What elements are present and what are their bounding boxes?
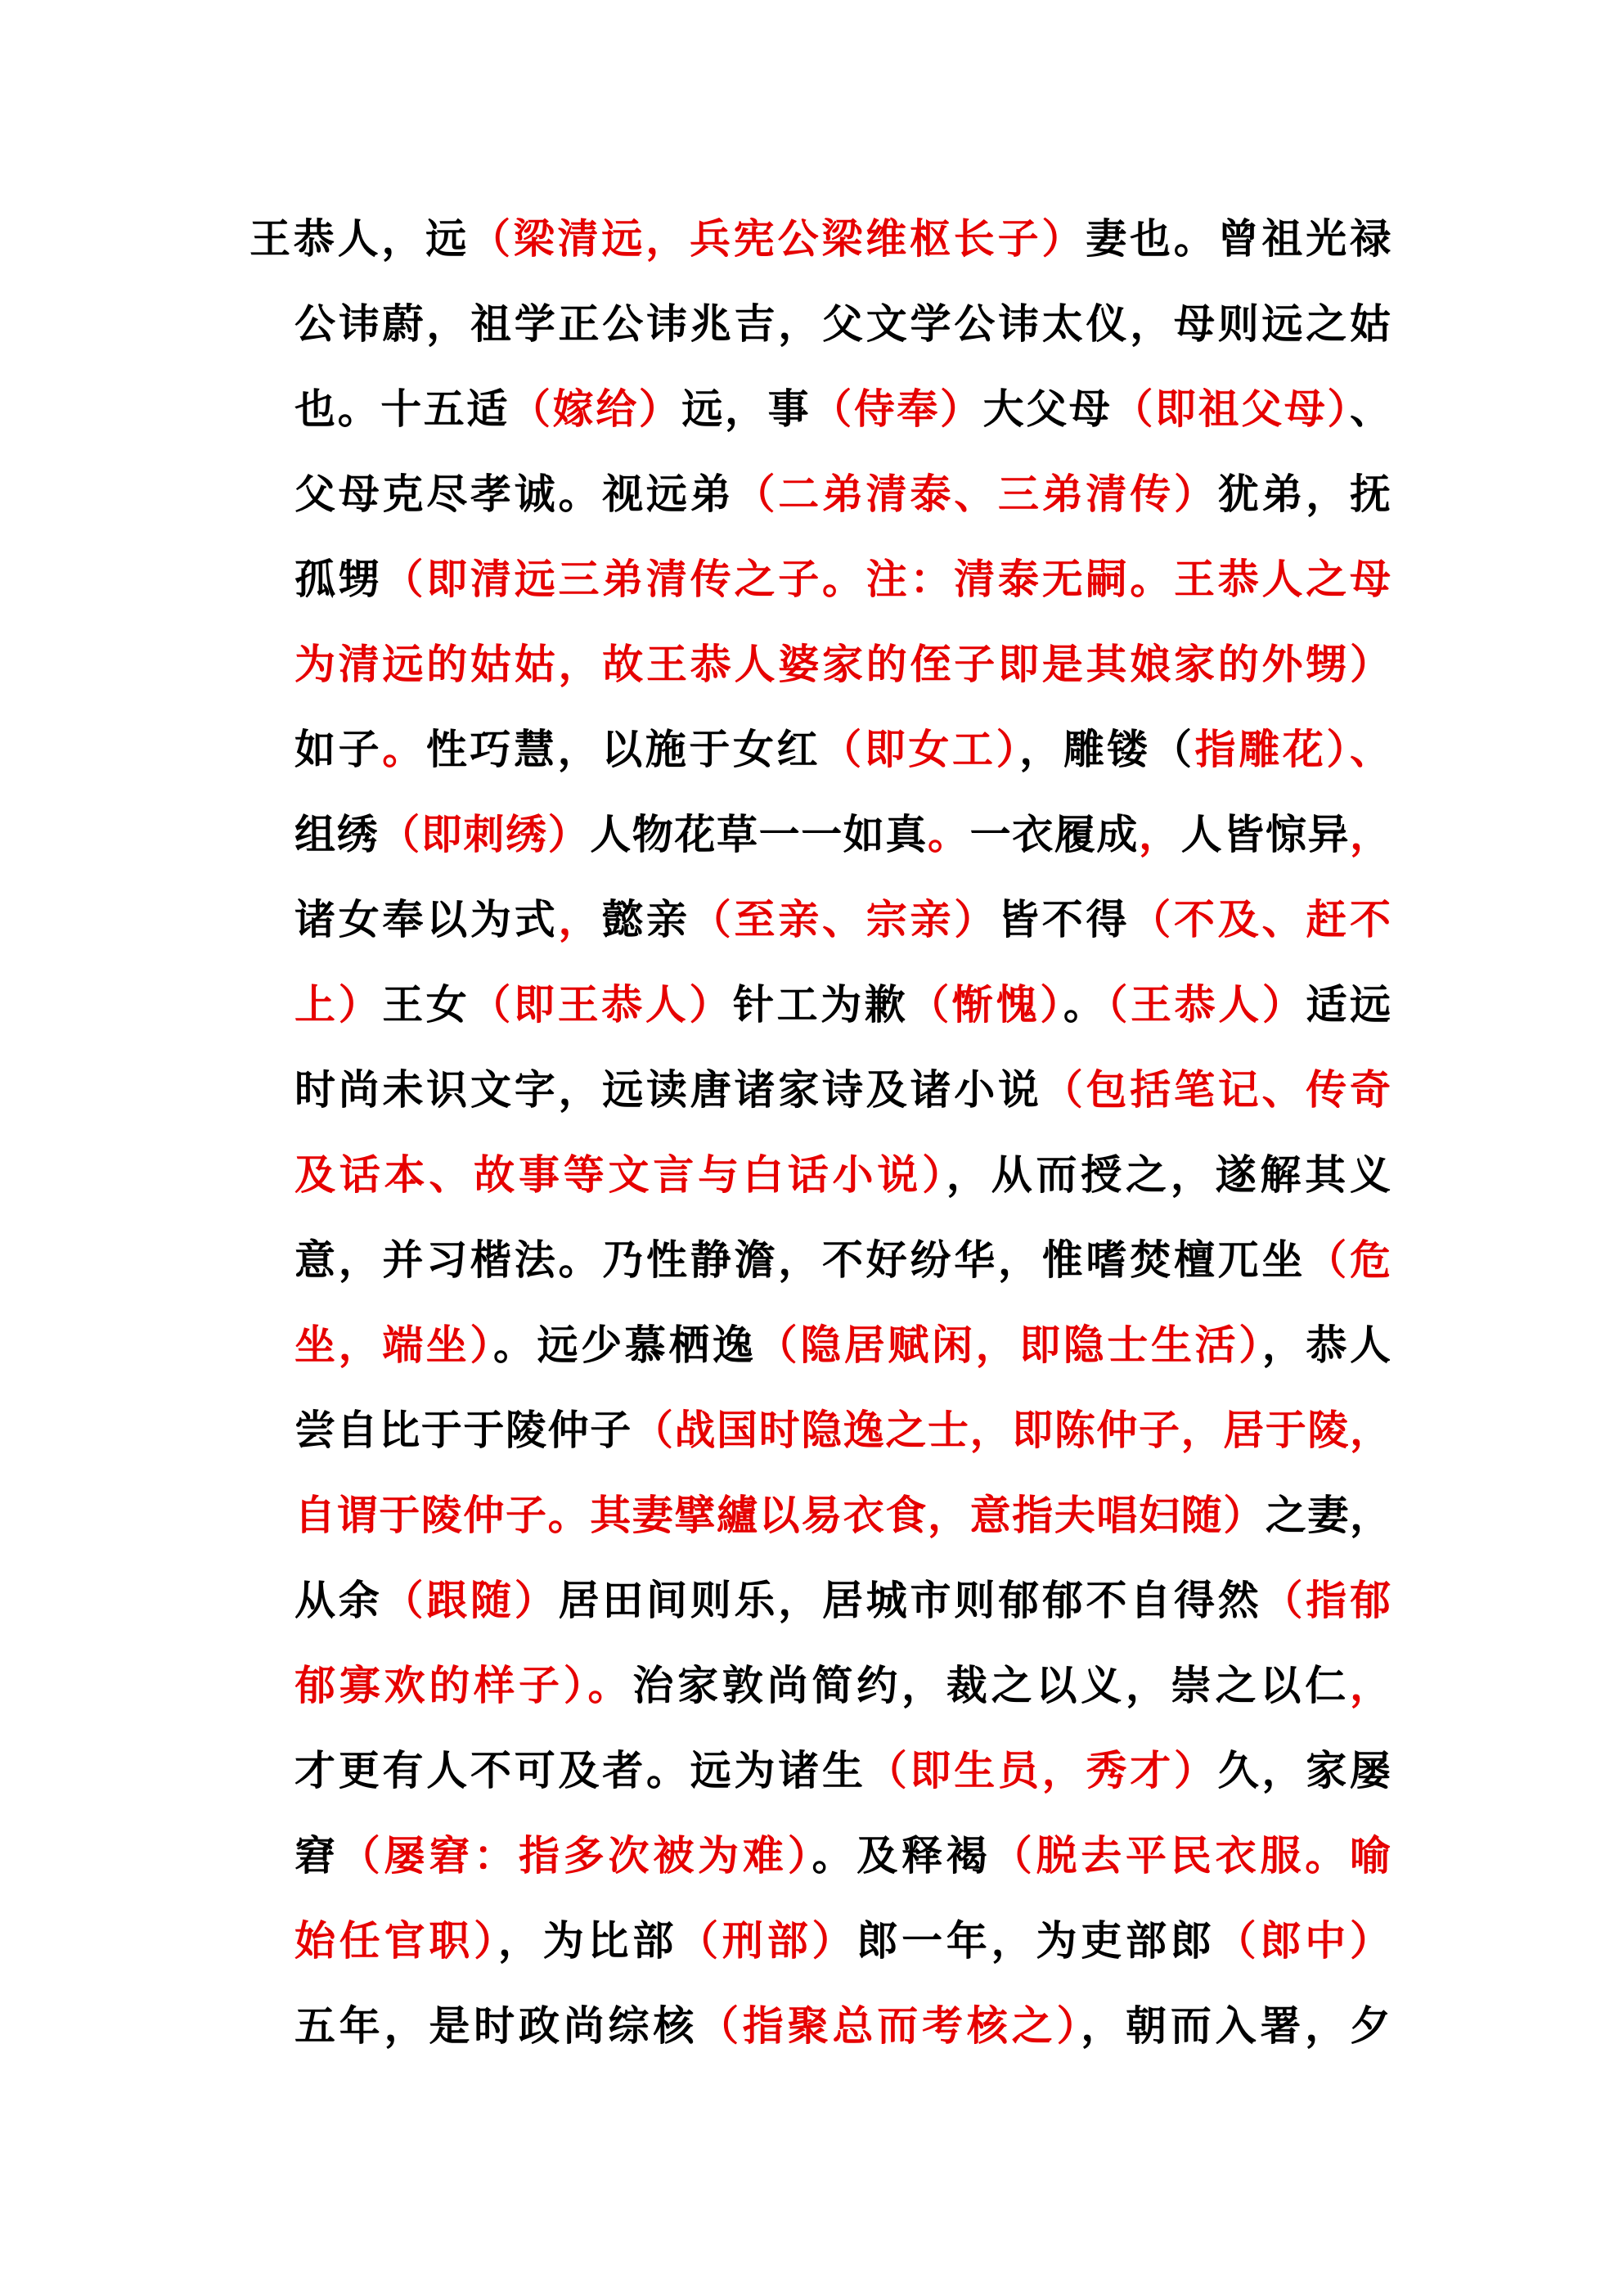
body-text: 窘 xyxy=(294,1831,339,1880)
annotation-text: （危 xyxy=(1306,1236,1391,1284)
annotation-text: 坐，端坐） xyxy=(294,1321,493,1369)
text-line xyxy=(294,707,1391,792)
body-text: ，恭人 xyxy=(1261,1321,1391,1369)
body-text: 尝自比于于陵仲子 xyxy=(294,1406,632,1454)
annotation-text: （即祖父母） xyxy=(1112,385,1351,433)
annotation-text: （嫁给） xyxy=(510,385,682,433)
annotation-text: （脱去平民衣服。喻 xyxy=(991,1831,1391,1880)
body-text: ，为比部 xyxy=(497,1916,678,1965)
text-line xyxy=(294,1218,1391,1303)
body-text: ，雕镂（ xyxy=(1019,725,1195,773)
body-text: 郎一年，为吏部郎 xyxy=(856,1916,1216,1965)
annotation-text: ， xyxy=(1350,810,1391,858)
body-text: 人物花草一一如真 xyxy=(590,810,928,858)
annotation-text: （包括笔记、传奇 xyxy=(1041,1065,1391,1114)
annotation-text: （即王恭人） xyxy=(470,980,734,1029)
body-text: 治家敦尚简约，裁之以义，崇之以仁 xyxy=(632,1661,1351,1709)
annotation-text: 自谓于陵仲子。其妻擘纑以易衣食，意指夫唱妇随） xyxy=(294,1491,1266,1539)
text-line xyxy=(294,537,1391,622)
body-text: 犹弟，抚 xyxy=(1217,470,1391,518)
body-text: 人皆惊异 xyxy=(1180,810,1351,858)
annotation-text: 。 xyxy=(382,725,426,773)
text-line xyxy=(294,452,1391,537)
annotation-text: 。 xyxy=(928,810,970,858)
text-line xyxy=(294,877,1391,962)
body-text: 也。十五适 xyxy=(294,385,510,433)
body-text: 才更有人不可及者。远为诸生 xyxy=(294,1746,866,1794)
annotation-text: ， xyxy=(558,895,603,943)
body-text: 组绣 xyxy=(294,810,380,858)
body-text: 五年，是时政尚综核 xyxy=(294,2001,699,2050)
text-line xyxy=(294,281,1391,367)
annotation-text: （郎中） xyxy=(1215,1916,1391,1965)
annotation-text: （隐居赋闲，即隐士生活） xyxy=(756,1321,1262,1369)
annotation-text: ， xyxy=(1350,1661,1391,1709)
body-text: ，朝而入署，夕 xyxy=(1081,2001,1391,2050)
annotation-text: （即清远三弟清传之子。注：清泰无嗣。王恭人之母 xyxy=(382,555,1391,603)
body-text: 懿亲 xyxy=(602,895,690,943)
annotation-text: 始任官职） xyxy=(294,1916,498,1965)
body-text: 。 xyxy=(1063,980,1108,1029)
annotation-text: （指聚总而考核之） xyxy=(698,2001,1081,2050)
body-text: 针工为歉 xyxy=(733,980,909,1029)
text-line xyxy=(294,792,1391,877)
text-line xyxy=(294,1728,1391,1813)
annotation-text: （屡窘：指多次被为难） xyxy=(339,1831,812,1880)
text-line xyxy=(294,1473,1391,1558)
body-text: 适远 xyxy=(1306,980,1391,1029)
annotation-text: （王恭人） xyxy=(1107,980,1306,1029)
body-text: 父母克尽孝诚。视远弟 xyxy=(294,470,735,518)
body-text: 皆不得 xyxy=(998,895,1131,943)
text-line xyxy=(294,962,1391,1047)
text-line xyxy=(294,1388,1391,1473)
body-text: 一衣履成 xyxy=(969,810,1140,858)
annotation-text: 及话本、故事等文言与白话小说） xyxy=(294,1150,946,1199)
text-line xyxy=(294,1132,1391,1218)
annotation-text: （指郁 xyxy=(1261,1576,1391,1624)
annotation-text: （即女工） xyxy=(820,725,1020,773)
annotation-text: （即生员，秀才） xyxy=(865,1746,1218,1794)
body-text: 妻也。曾祖光禄 xyxy=(1086,214,1391,263)
text-line xyxy=(250,196,1391,281)
body-text: 、 xyxy=(1350,385,1391,433)
annotation-text: ， xyxy=(1139,810,1181,858)
body-text: 时尚未识文字，远读唐诸家诗及诸小说 xyxy=(294,1065,1042,1114)
body-text: 远，事 xyxy=(681,385,812,433)
text-line xyxy=(294,1983,1391,2069)
body-text: 。远少慕栖逸 xyxy=(493,1321,757,1369)
text-line xyxy=(294,1047,1391,1132)
annotation-text: （刑部） xyxy=(677,1916,857,1965)
body-text: 王恭人，远 xyxy=(250,214,470,263)
body-text: 之妻， xyxy=(1265,1491,1391,1539)
body-text: 诸女奉以为式 xyxy=(294,895,559,943)
text-line xyxy=(294,1898,1391,1983)
annotation-text: （不及、赶不 xyxy=(1130,895,1391,943)
body-text: 性巧慧，以施于女红 xyxy=(425,725,821,773)
body-text: 公讳蔚，祖学正公讳兆吉，父文学公讳太仪，母则远之姑 xyxy=(294,299,1391,348)
body-text: 如子 xyxy=(294,725,383,773)
body-text: 从余 xyxy=(294,1576,383,1624)
annotation-text: 指雕花）、 xyxy=(1194,725,1391,773)
text-line xyxy=(294,1813,1391,1898)
body-text: 久，家屡 xyxy=(1217,1746,1391,1794)
body-text: 居田间则乐，居城市则郁郁不自得然 xyxy=(558,1576,1262,1624)
body-text: ，从而授之，遂解其义 xyxy=(946,1150,1391,1199)
text-line xyxy=(294,1303,1391,1388)
text-line xyxy=(294,622,1391,707)
annotation-text: （惭愧） xyxy=(908,980,1063,1029)
annotation-text: 为清远的姑姑，故王恭人婆家的侄子即是其娘家的外甥） xyxy=(294,640,1391,688)
body-text: 。及释褐 xyxy=(812,1831,991,1880)
body-text: 意，并习楷法。乃性静澹，不好纷华，惟嗜焚檀兀坐 xyxy=(294,1236,1306,1284)
text-line xyxy=(294,1643,1391,1728)
annotation-text: （侍奉） xyxy=(811,385,983,433)
body-text: 孤甥 xyxy=(294,555,383,603)
body-text: 大父母 xyxy=(982,385,1113,433)
annotation-text: 郁寡欢的样子）。 xyxy=(294,1661,633,1709)
annotation-text: （二弟清泰、三弟清传） xyxy=(734,470,1218,518)
body-text: 王女 xyxy=(382,980,470,1029)
annotation-text: （即刺绣） xyxy=(379,810,591,858)
annotation-text: 上） xyxy=(294,980,383,1029)
annotation-text: （梁清远，兵宪公梁维枢长子） xyxy=(470,214,1086,263)
annotation-text: （至亲、宗亲） xyxy=(690,895,998,943)
text-line xyxy=(294,367,1391,452)
annotation-text: （战国时隐逸之士，即陈仲子，居于陵， xyxy=(632,1406,1391,1454)
text-line xyxy=(294,1558,1391,1643)
annotation-text: （跟随） xyxy=(382,1576,559,1624)
